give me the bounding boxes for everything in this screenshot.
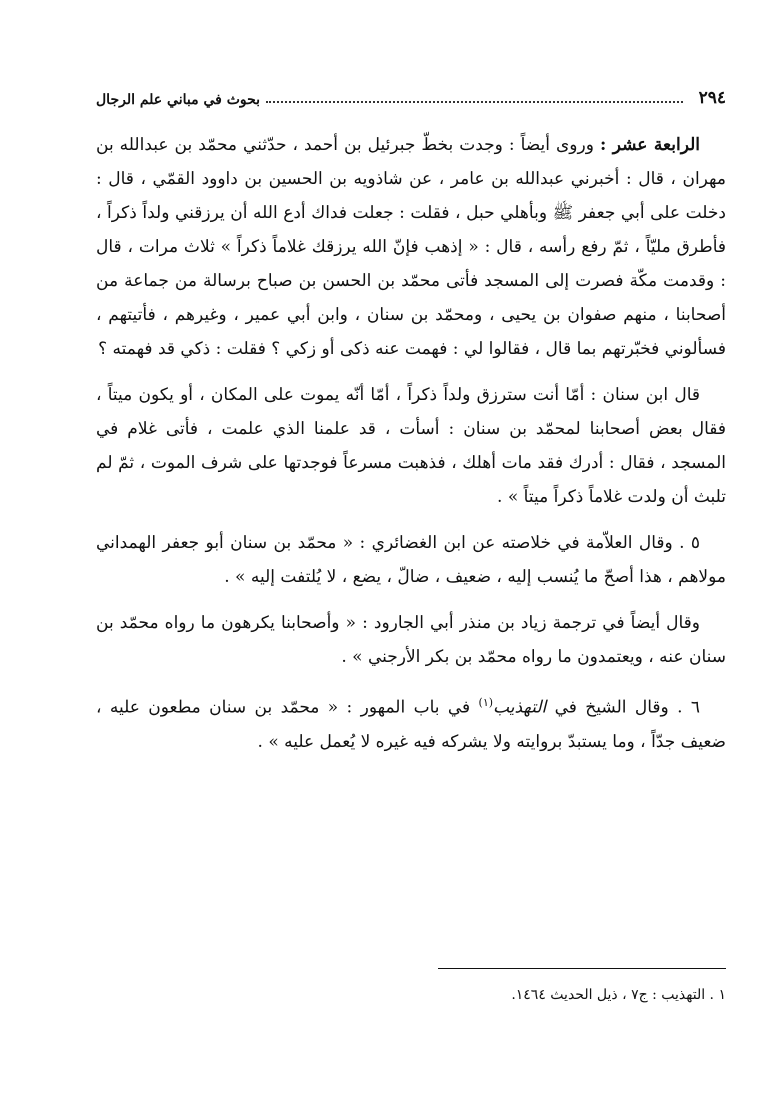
paragraph-ziyad <box>96 606 726 674</box>
page-number: ٢٩٤ <box>698 88 726 108</box>
header-dot-leader <box>266 101 683 103</box>
paragraph-text: ٥ . وقال العلاّمة في خلاصته عن ابن الغضائري : « محمّد بن سنان أبو جعفر الهمداني مولاهم ، هذا أصحّ ما يُنسب إليه ، ضعيف ، ضالّ ، يضع ، لا يُلتفت إليه » . <box>96 533 726 587</box>
book-page <box>96 0 726 1107</box>
paragraph-text: في باب المهور : « محمّد بن سنان مطعون عليه ، ضعيف جدّاً ، وما يستبدّ بروايته ولا يشركه فيه غيره لا يُعمل عليه » . <box>96 697 726 752</box>
paragraph-14 <box>96 128 726 366</box>
paragraph-text: وروى أيضاً : وجدت بخطّ جبرئيل بن أحمد ، حدّثني محمّد بن عبدالله بن مهران ، قال : أخبرني عبدالله بن عامر ، عن شاذويه بن الحسين بن داوود القمّي ، قال : دخلت على أبي جعفر ﷺ وبأهلي حبل ، فقلت : جعلت فداك أدع الله أن يرزقني ولداً ذكراً ، فأطرق مليّاً ، ثمّ رفع رأسه ، قال : « إذهب فإنّ الله يرزقك غلاماً ذكراً » ثلاث مرات ، قال : وقدمت مكّة فصرت إلى المسجد فأتى محمّد بن الحسن بن صباح برسالة من جماعة من أصحابنا ، منهم صفوان بن يحيى ، ومحمّد بن سنان ، وابن أبي عمير ، وغيرهم ، فأتيتهم ، فسألوني فخبّرتهم بما قال ، فقالوا لي : فهمت عنه ذكى أو زكي ؟ فقلت : ذكي قد فهمته ؟ <box>96 135 726 359</box>
footnote-ref[interactable]: (١) <box>478 696 494 709</box>
running-title: بحوث في مباني علم الرجال <box>96 92 261 108</box>
paragraph-text: قال ابن سنان : أمّا أنت سترزق ولداً ذكراً ، أمّا أنّه يموت على المكان ، أو يكون ميتاً ، فقال بعض أصحابنا لمحمّد بن سنان : أسأت ، قد علمنا الذي علمت ، فأتى غلام في المسجد ، فقال : أدرك فقد مات أهلك ، فذهبت مسرعاً فوجدتها على شرف الموت ، ثمّ لم تلبث أن ولدت غلاماً ذكراً ميتاً » . <box>96 385 727 507</box>
paragraph-text: ٦ . وقال الشيخ في <box>546 697 700 718</box>
section-lead: الرابعة عشر : <box>599 135 700 155</box>
paragraph-text: وقال أيضاً في ترجمة زياد بن منذر أبي الجارود : « وأصحابنا يكرهون ما رواه محمّد بن سنان عنه ، ويعتمدون ما رواه محمّد بن بكر الأرجني » . <box>96 613 726 667</box>
paragraph-5 <box>96 526 726 594</box>
footnote: ١ . التهذيب : ج٧ ، ذيل الحديث ١٤٦٤. <box>511 987 726 1003</box>
footnote-divider <box>438 968 726 969</box>
paragraph-ibn-sinan <box>96 378 726 514</box>
page-header <box>96 82 726 108</box>
book-title: التهذيب <box>493 697 547 718</box>
body-text <box>96 128 726 771</box>
paragraph-6 <box>96 686 726 759</box>
